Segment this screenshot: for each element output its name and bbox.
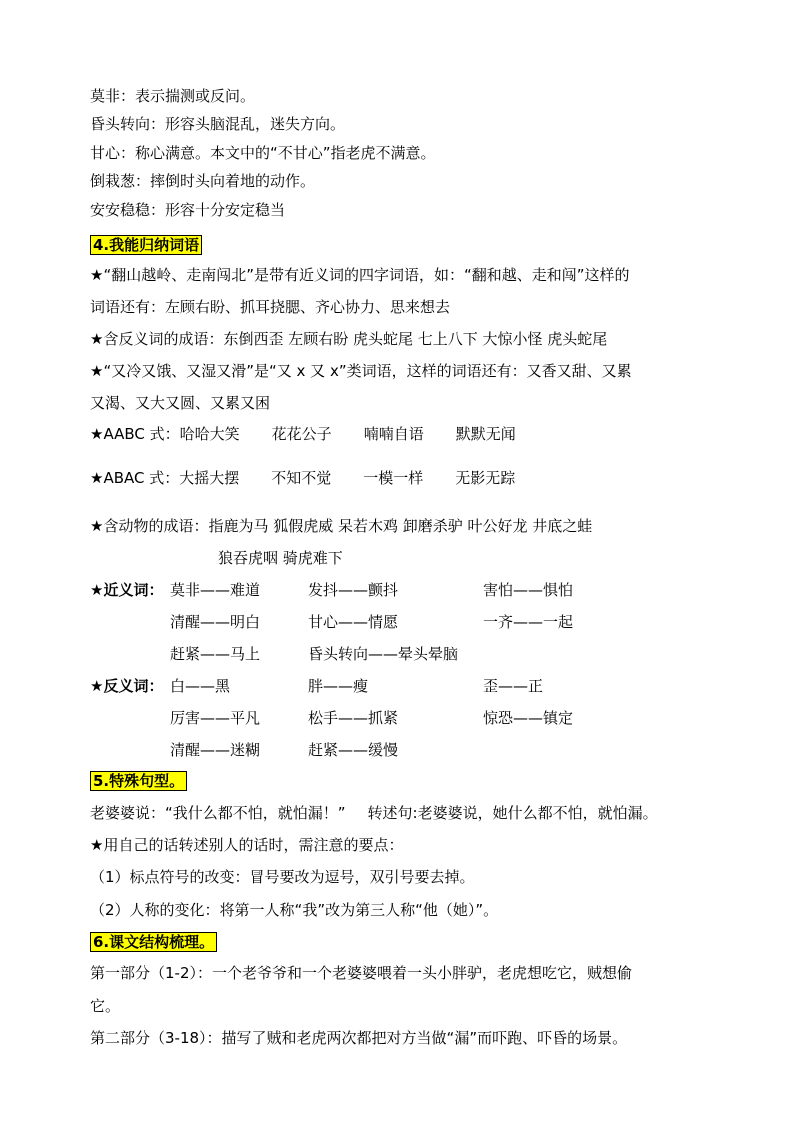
synonym-pair: 清醒——明白 [170, 613, 261, 631]
aabc-label: ★AABC 式： [90, 425, 180, 443]
antonym-pair: 胖——瘦 [308, 677, 369, 695]
antonyms-label: ★反义词： [90, 677, 164, 695]
section-heading-text: 4.我能归纳词语 [90, 235, 202, 255]
text-line [90, 803, 658, 823]
antonym-pair: 歪——正 [483, 677, 544, 695]
antonym-pair: 白——黑 [170, 677, 231, 695]
synonym-pair: 甘心——情愿 [308, 613, 399, 631]
abac-word: 大摇大摆 [179, 469, 240, 487]
section-heading-text: 6.课文结构梳理。 [90, 932, 217, 952]
definition-line: 倒栽葱：摔倒时头向着地的动作。 [90, 172, 316, 190]
antonym-pair: 清醒——迷糊 [170, 741, 261, 759]
abac-word: 不知不觉 [271, 469, 332, 487]
antonym-pair: 赶紧——缓慢 [308, 741, 399, 759]
synonym-pair: 害怕——惧怕 [483, 581, 574, 599]
synonym-pair: 发抖——颤抖 [308, 581, 399, 599]
definition-line: 甘心：称心满意。本文中的“不甘心”指老虎不满意。 [90, 144, 436, 162]
definition-line: 安安稳稳：形容十分安定稳当 [90, 201, 286, 219]
reported-sentence: 转述句:老婆婆说，她什么都不怕，就怕漏。 [367, 804, 658, 822]
section-heading-4 [90, 235, 202, 255]
section-heading-5 [90, 771, 187, 791]
antonym-pair: 厉害——平凡 [170, 709, 261, 727]
text-line: 它。 [90, 997, 121, 1015]
aabc-word: 喃喃自语 [363, 425, 424, 443]
section-heading-6 [90, 932, 217, 952]
synonym-pair: 莫非——难道 [170, 581, 261, 599]
definition-line: 昏头转向：形容头脑混乱，迷失方向。 [90, 115, 346, 133]
animal-idioms-line: 狼吞虎咽 骑虎难下 [218, 549, 343, 567]
text-line: 又渴、又大又圆、又累又困 [90, 394, 271, 412]
abac-word: 无影无踪 [455, 469, 516, 487]
animal-idioms-line: ★含动物的成语：指鹿为马 狐假虎威 呆若木鸡 卸磨杀驴 叶公好龙 井底之蛙 [90, 517, 593, 535]
aabc-word: 默默无闻 [455, 425, 516, 443]
text-line: ★“又冷又饿、又湿又滑”是“又 x 又 x”类词语，这样的词语还有：又香又甜、又累 [90, 362, 632, 380]
quote-sentence: 老婆婆说：“我什么都不怕，就怕漏！” [90, 804, 346, 822]
aabc-word: 花花公子 [271, 425, 332, 443]
abac-line [90, 468, 515, 488]
aabc-line [90, 424, 516, 444]
text-line: 词语还有：左顾右盼、抓耳挠腮、齐心协力、思来想去 [90, 298, 451, 316]
synonyms-label: ★近义词： [90, 581, 164, 599]
synonym-pair: 赶紧——马上 [170, 645, 261, 663]
text-line: ★含反义词的成语：东倒西歪 左顾右盼 虎头蛇尾 七上八下 大惊小怪 虎头蛇尾 [90, 330, 608, 348]
definition-line: 莫非：表示揣测或反问。 [90, 87, 256, 105]
text-line: （2）人称的变化：将第一人称“我”改为第三人称“他（她）”。 [90, 901, 499, 919]
text-line: 第二部分（3-18）：描写了贼和老虎两次都把对方当做“漏”而吓跑、吓昏的场景。 [90, 1029, 628, 1047]
text-line: ★“翻山越岭、走南闯北”是带有近义词的四字词语，如：“翻和越、走和闯”这样的 [90, 266, 630, 284]
text-line: ★用自己的话转述别人的话时，需注意的要点： [90, 836, 404, 854]
abac-label: ★ABAC 式： [90, 469, 180, 487]
antonym-pair: 惊恐——镇定 [483, 709, 574, 727]
synonym-pair: 一齐——一起 [483, 613, 574, 631]
text-line: 第一部分（1-2）：一个老爷爷和一个老婆婆喂着一头小胖驴，老虎想吃它，贼想偷 [90, 964, 633, 982]
aabc-word: 哈哈大笑 [179, 425, 240, 443]
synonym-pair: 昏头转向——晕头晕脑 [308, 645, 459, 663]
antonym-pair: 松手——抓紧 [308, 709, 399, 727]
text-line: （1）标点符号的改变：冒号要改为逗号，双引号要去掉。 [90, 868, 475, 886]
abac-word: 一模一样 [363, 469, 424, 487]
section-heading-text: 5.特殊句型。 [90, 771, 187, 791]
